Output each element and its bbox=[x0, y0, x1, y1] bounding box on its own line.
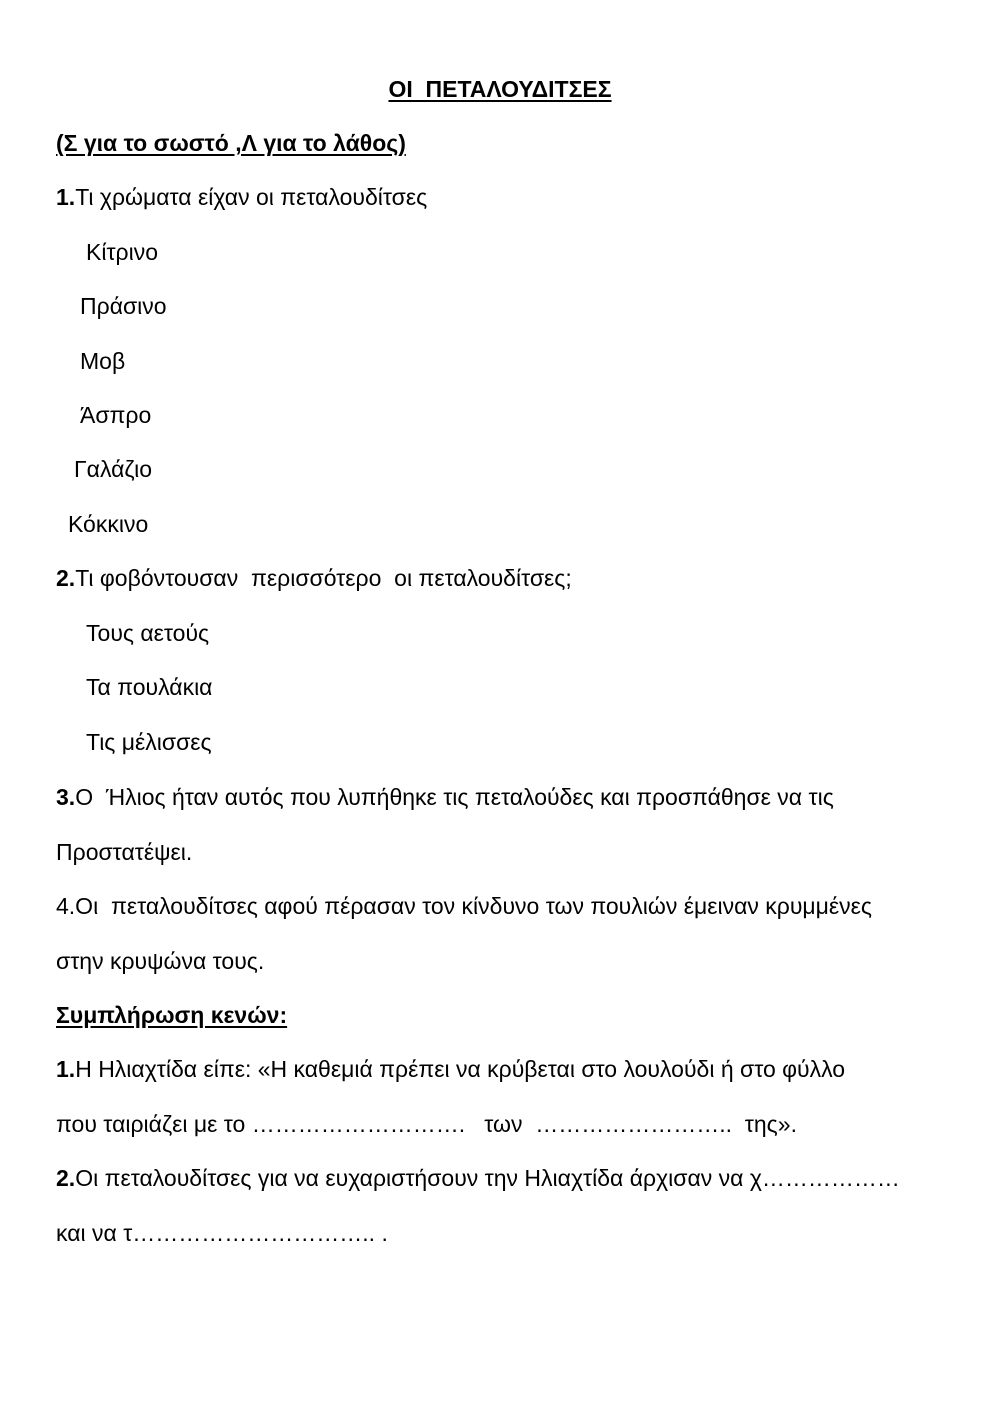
question-3 bbox=[56, 782, 834, 812]
question-number: 2. bbox=[56, 1165, 76, 1191]
question-text: Ο Ήλιος ήταν αυτός που λυπήθηκε τις πεταλούδες και προσπάθησε να τις bbox=[75, 784, 834, 810]
option-item: Πράσινο bbox=[80, 293, 167, 319]
question-1 bbox=[56, 182, 427, 212]
question-number: 2. bbox=[56, 565, 76, 591]
question-text: Τι φοβόντουσαν περισσότερο οι πεταλουδίτσες; bbox=[75, 565, 572, 591]
question-text: Τι χρώματα είχαν οι πεταλουδίτσες bbox=[75, 184, 428, 210]
fill-in-heading: Συμπλήρωση κενών: bbox=[56, 1002, 288, 1028]
fill-question-1-continuation: που ταιριάζει με το ………………………. των …………………….. της». bbox=[56, 1111, 797, 1137]
question-number: 1. bbox=[56, 1056, 76, 1082]
option-item: Κίτρινο bbox=[86, 239, 159, 265]
page-title: ΟΙ ΠΕΤΑΛΟΥΔΙΤΣΕΣ bbox=[388, 76, 612, 102]
option-item: Γαλάζιο bbox=[74, 456, 153, 482]
instructions: (Σ για το σωστό ,Λ για το λάθος) bbox=[56, 130, 406, 156]
fill-question-2-continuation: και να τ………………………….. . bbox=[56, 1220, 388, 1246]
fill-question-2 bbox=[56, 1163, 900, 1193]
question-3-continuation: Προστατέψει. bbox=[56, 839, 193, 865]
option-item: Τους αετούς bbox=[86, 620, 210, 646]
question-text: Η Ηλιαχτίδα είπε: «Η καθεμιά πρέπει να κρύβεται στο λουλούδι ή στο φύλλο bbox=[75, 1056, 846, 1082]
option-item: Μοβ bbox=[80, 348, 126, 374]
option-item: Άσπρο bbox=[80, 402, 152, 428]
option-item: Τις μέλισσες bbox=[86, 729, 212, 755]
question-4: 4.Οι πεταλουδίτσες αφού πέρασαν τον κίνδυνο των πουλιών έμειναν κρυμμένες bbox=[56, 893, 873, 919]
question-number: 1. bbox=[56, 184, 76, 210]
question-number: 3. bbox=[56, 784, 76, 810]
question-4-continuation: στην κρυψώνα τους. bbox=[56, 948, 265, 974]
option-item: Κόκκινο bbox=[68, 511, 149, 537]
fill-question-1 bbox=[56, 1054, 845, 1084]
question-2 bbox=[56, 563, 572, 593]
question-text: Οι πεταλουδίτσες για να ευχαριστήσουν την Ηλιαχτίδα άρχισαν να χ……………… bbox=[75, 1165, 900, 1191]
option-item: Τα πουλάκια bbox=[86, 674, 213, 700]
